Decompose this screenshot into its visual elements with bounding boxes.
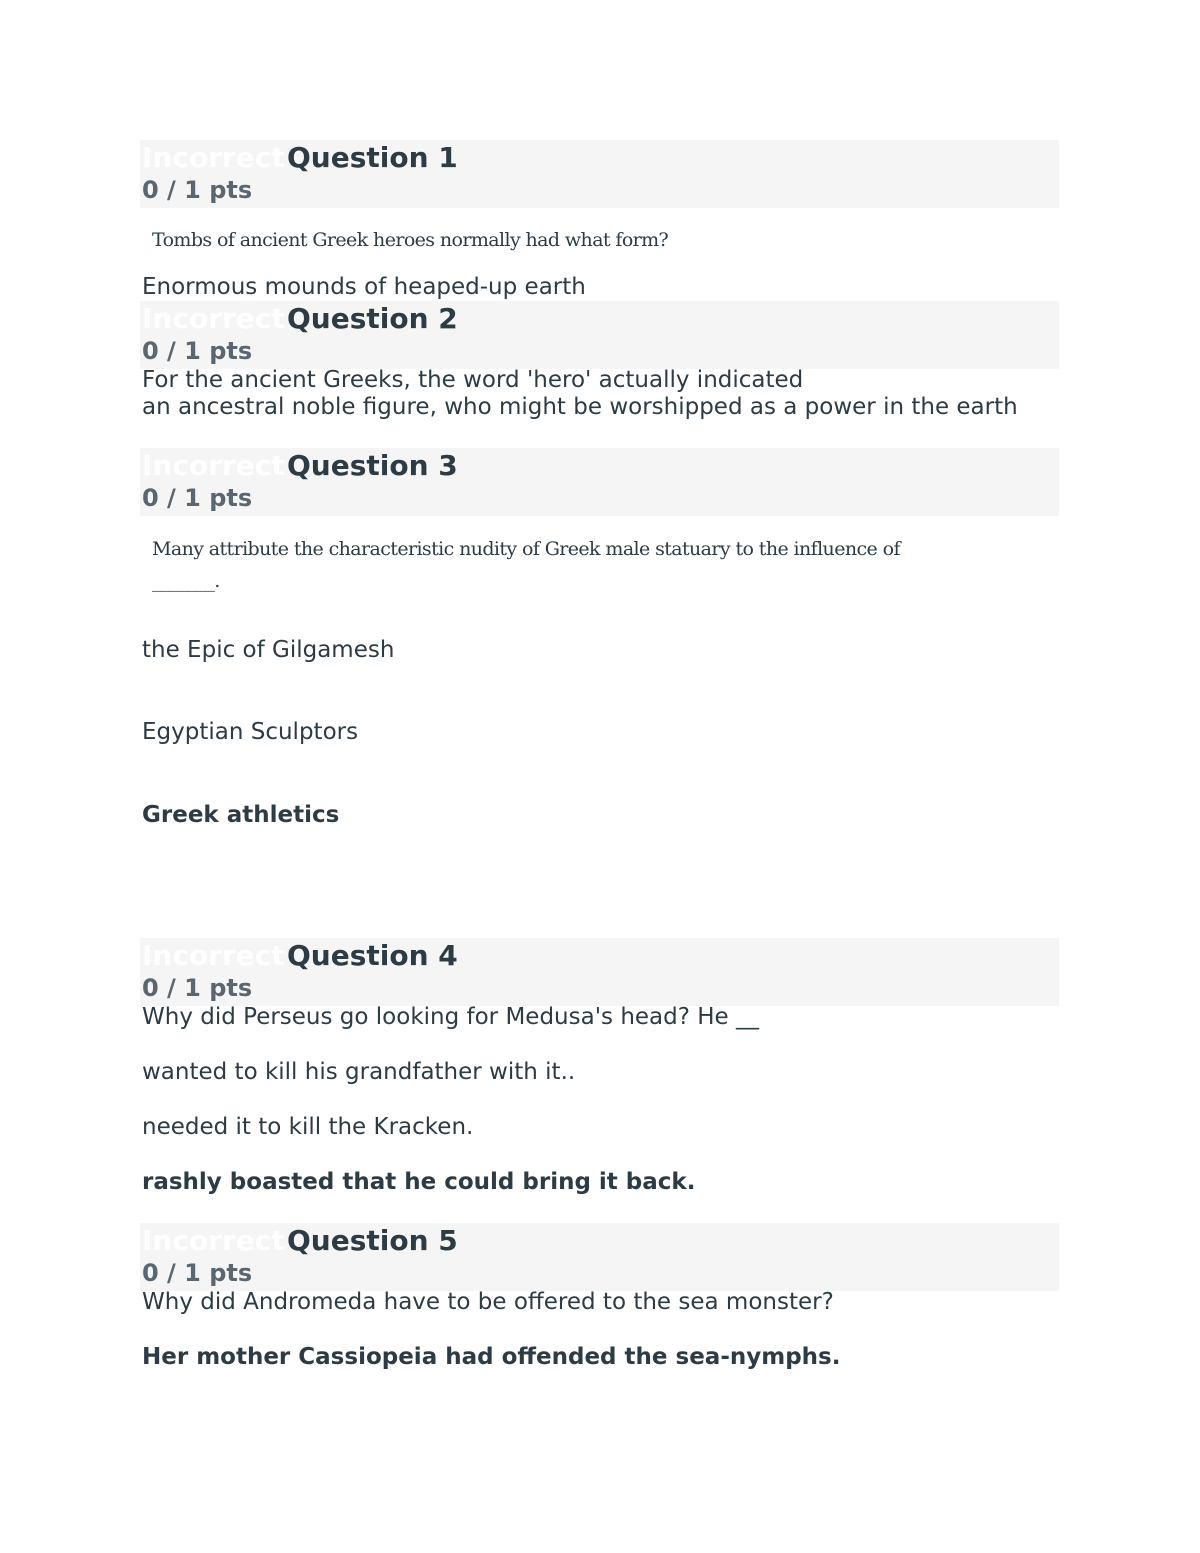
question-points: 0 / 1 pts	[142, 176, 253, 204]
question-1-answer-1: Enormous mounds of heaped-up earth	[142, 274, 586, 300]
question-3-answer-2: Egyptian Sculptors	[142, 719, 359, 745]
question-1-header	[140, 140, 1059, 208]
question-status: Incorrect	[142, 939, 285, 972]
question-title: Question 5	[287, 1224, 458, 1257]
question-4-answer-3: rashly boasted that he could bring it back.	[142, 1169, 696, 1195]
question-status: Incorrect	[142, 449, 285, 482]
question-title: Question 3	[287, 449, 458, 482]
question-status: Incorrect	[142, 141, 285, 174]
question-3-header	[140, 448, 1059, 516]
question-3-prompt-line-1: Many attribute the characteristic nudity of Greek male statuary to the influence of	[152, 538, 900, 560]
question-points: 0 / 1 pts	[142, 1259, 253, 1287]
question-status: Incorrect	[142, 302, 285, 335]
question-title: Question 2	[287, 302, 458, 335]
question-4-answer-1: wanted to kill his grandfather with it..	[142, 1059, 576, 1085]
question-2-prompt: For the ancient Greeks, the word 'hero' actually indicated	[142, 367, 804, 393]
question-points: 0 / 1 pts	[142, 337, 253, 365]
question-3-answer-1: the Epic of Gilgamesh	[142, 637, 395, 663]
question-points: 0 / 1 pts	[142, 974, 253, 1002]
question-5-answer-1: Her mother Cassiopeia had offended the sea-nymphs.	[142, 1344, 841, 1370]
question-3-prompt-line-2: _______.	[152, 570, 220, 592]
question-5-header	[140, 1223, 1059, 1291]
question-status: Incorrect	[142, 1224, 285, 1257]
question-2-header	[140, 301, 1059, 369]
question-5-prompt: Why did Andromeda have to be offered to the sea monster?	[142, 1289, 834, 1315]
question-4-header	[140, 938, 1059, 1006]
question-2-answer-1: an ancestral noble figure, who might be worshipped as a power in the earth	[142, 394, 1018, 420]
question-title: Question 1	[287, 141, 458, 174]
question-1-prompt: Tombs of ancient Greek heroes normally had what form?	[152, 229, 669, 251]
question-3-answer-3: Greek athletics	[142, 802, 340, 828]
question-4-answer-2: needed it to kill the Kracken.	[142, 1114, 474, 1140]
question-title: Question 4	[287, 939, 458, 972]
question-points: 0 / 1 pts	[142, 484, 253, 512]
question-4-prompt: Why did Perseus go looking for Medusa's head? He __	[142, 1004, 760, 1030]
